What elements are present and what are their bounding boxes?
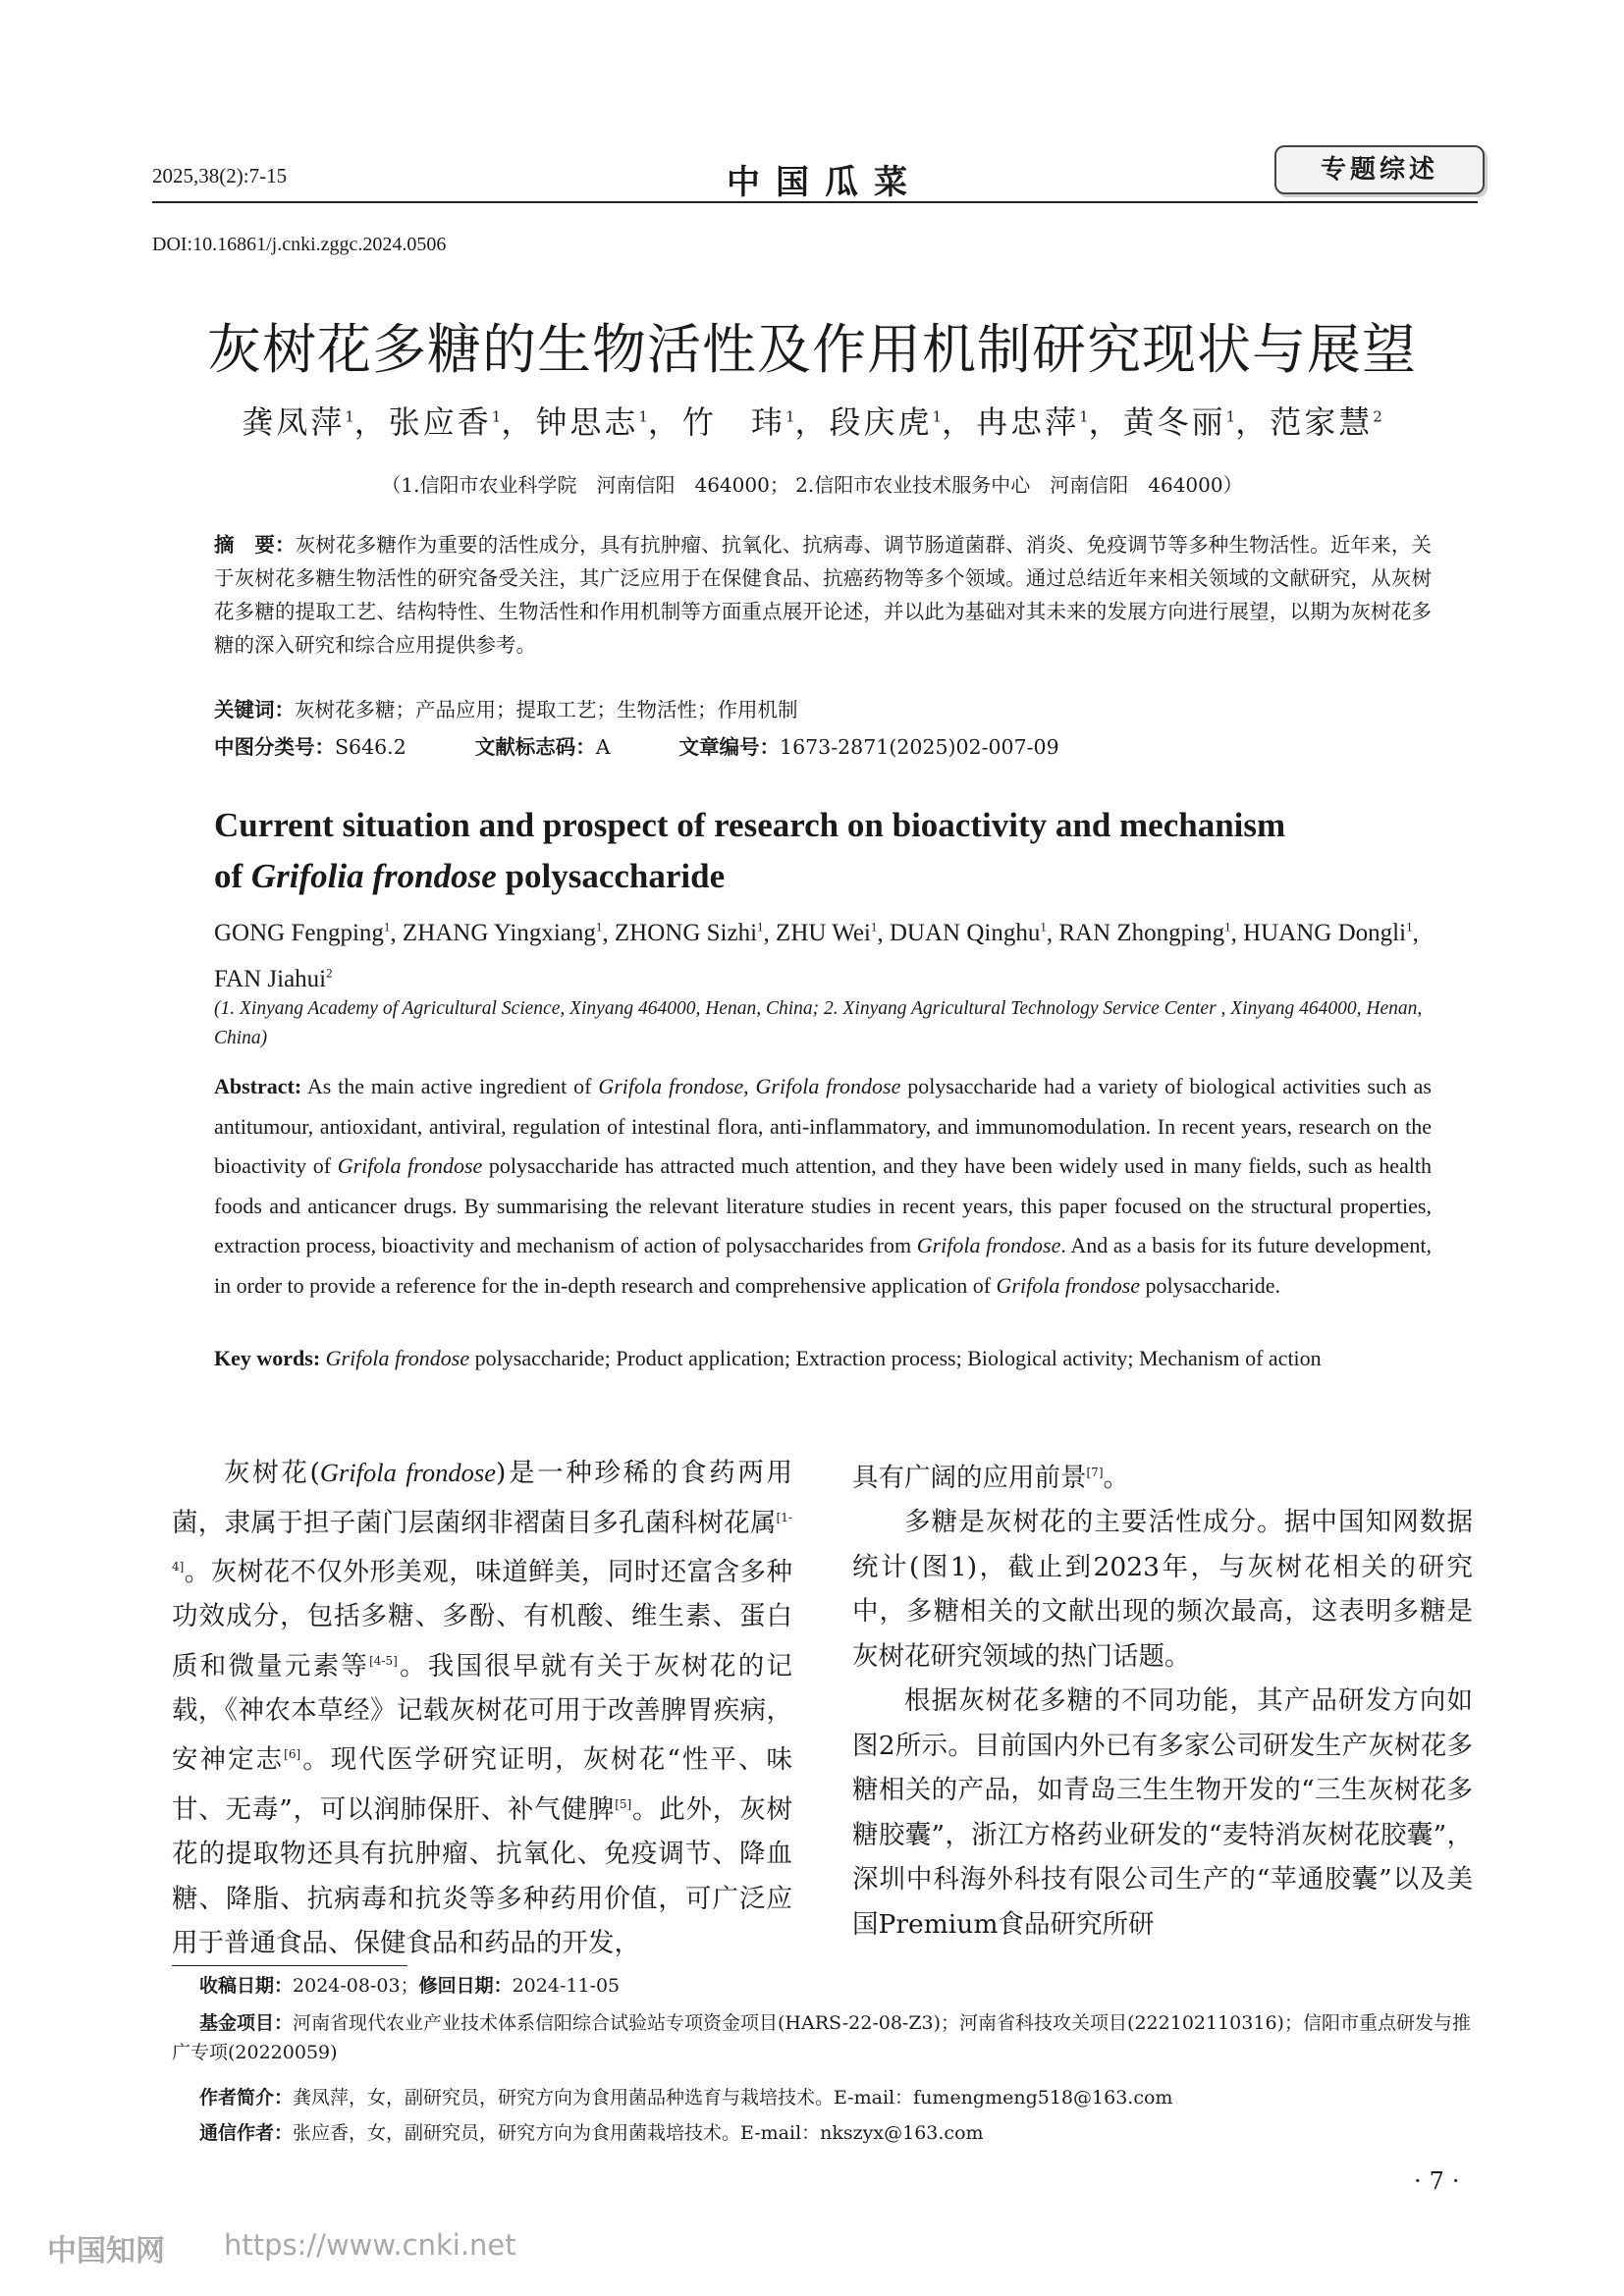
en-author: FAN Jiahui$^2$ xyxy=(214,965,333,992)
citation-ref[interactable]: [4-5] xyxy=(369,1653,398,1668)
cn-abstract-text: 灰树花多糖作为重要的活性成分，具有抗肿瘤、抗氧化、抗病毒、调节肠道菌群、消炎、免疫调节等多种生物活性。近年来，关于灰树花多糖生物活性的研究备受关注，其广泛应用于在保健食品、抗癌药物等多个领域。通过总结近年来相关领域的文献研究，从灰树花多糖的提取工艺、结构特性、生物活性和作用机制等方面重点展开论述，并以此为基础对其未来的发展方向进行展望，以期为灰树花多糖的深入研究和综合应用提供参考。 xyxy=(214,533,1433,657)
journal-name: 中国瓜菜 xyxy=(727,163,923,202)
en-abstract-label: Abstract: xyxy=(214,1074,302,1098)
en-author: RAN Zhongping$^1$ xyxy=(1058,920,1231,947)
body-paragraph: 灰树花(Grifola frondose)是一种珍稀的食药两用菌，隶属于担子菌门层菌纲非褶菌目多孔菌科树花属[1-4]。灰树花不仅外形美观，味道鲜美，同时还富含多种功效成分，包括多糖、多酚、有机酸、维生素、蛋白质和微量元素等[4-5]。我国很早就有关于灰树花的记载，《神农本草经》记载灰树花可用于改善脾胃疾病，安神定志[6]。现代医学研究证明，灰树花“性平、味甘、无毒”，可以润肺保肝、补气健脾[5]。此外，灰树花的提取物还具有抗肿瘤、抗氧化、免疫调节、降血糖、降脂、抗病毒和抗炎等多种药用价值，可广泛应用于普通食品、保健食品和药品的开发， xyxy=(172,1458,793,1959)
cnki-url[interactable]: https://www.cnki.net xyxy=(224,2228,516,2262)
cn-affiliations: （1.信阳市农业科学院 河南信阳 464000； 2.信阳市农业技术服务中心 河南信阳 464000） xyxy=(381,473,1243,497)
body-paragraph: 具有广阔的应用前景[7]。 xyxy=(852,1462,1129,1493)
citation: 2025,38(2):7-15 xyxy=(152,164,288,187)
cn-keywords-label: 关键词： xyxy=(214,698,295,721)
en-title-line1: Current situation and prospect of research on bioactivity and mechanism xyxy=(214,806,1286,844)
footnote-dates: 收稿日期：2024-08-03；修回日期：2024-11-05 xyxy=(199,1975,621,1997)
en-title xyxy=(214,800,1432,902)
cn-abstract-label: 摘 要： xyxy=(214,533,296,557)
clc-value: S646.2 xyxy=(335,735,406,759)
cn-classification xyxy=(214,730,1432,760)
footnote-corresponding: 通信作者：张应香，女，副研究员，研究方向为食用菌栽培技术。E-mail：nkszyx@163.com xyxy=(199,2122,984,2144)
footnote-author: 作者简介：龚凤萍，女，副研究员，研究方向为食用菌品种选育与栽培技术。E-mail：fumengmeng518@163.com xyxy=(199,2087,1173,2109)
en-title-line2: of Grifolia frondose polysaccharide xyxy=(214,857,726,895)
doc-code-value: A xyxy=(595,735,611,759)
citation-ref[interactable]: [6] xyxy=(284,1747,301,1762)
cn-author: 范家慧$^2$ xyxy=(1270,403,1382,441)
citation-ref[interactable]: [7] xyxy=(1086,1466,1104,1479)
en-author: HUANG Dongli$^1$ xyxy=(1243,920,1413,947)
footnote-fund: 基金项目：河南省现代农业产业技术体系信阳综合试验站专项资金项目(HARS-22-08-Z3)；河南省科技攻关项目(222102110316)；信阳市重点研发与推广专项(20220059) xyxy=(172,2012,1471,2063)
cn-author-list: 龚凤萍$^1$，张应香$^1$，钟思志$^1$，竹 玮$^1$，段庆虎$^1$，冉忠萍$^1$，黄冬丽$^1$，范家慧$^2$ xyxy=(242,403,1382,441)
en-author: ZHU Wei$^1$ xyxy=(776,920,878,947)
en-abstract: Abstract: As the main active ingredient of Grifola frondose, Grifola frondose polysaccharide had a variety of biological activities such as antitumour, antioxidant, antiviral, regulation of intestinal flora, anti-inflammatory, and immunomodulation. In recent years, research on the bioactivity of Grifola frondose polysaccharide has attracted much attention, and they have been widely used in many fields, such as health foods and anticancer drugs. By summarising the relevant literature studies in recent years, this paper focused on the structural properties, extraction process, bioactivity and mechanism of action of polysaccharides from Grifola frondose. And as a basis for its future development, in order to provide a reference for the in-depth research and comprehensive application of Grifola frondose polysaccharide. xyxy=(214,1074,1433,1298)
cn-author: 竹 玮$^1$ xyxy=(681,403,795,441)
body-paragraph: 多糖是灰树花的主要活性成分。据中国知网数据统计(图1)，截止到2023年，与灰树花相关的研究中，多糖相关的文献出现的频次最高，这表明多糖是灰树花研究领域的热门话题。 xyxy=(852,1507,1473,1672)
body-paragraph: 根据灰树花多糖的不同功能，其产品研发方向如图2所示。目前国内外已有多家公司研发生产灰树花多糖相关的产品，如青岛三生生物开发的“三生灰树花多糖胶囊”，浙江方格药业研发的“麦特消灰树花胶囊”，深圳中科海外科技有限公司生产的“苹通胶囊”以及美国Premium食品研究所研 xyxy=(852,1685,1473,1940)
cn-keywords xyxy=(214,693,1432,722)
en-author: ZHONG Sizhi$^1$ xyxy=(614,920,764,947)
section-badge: 专题综述 xyxy=(1274,145,1485,194)
en-keywords: Key words: Grifola frondose polysaccharide; Product application; Extraction process; Biological activity; Mechanism of action xyxy=(214,1346,1322,1370)
footnote-rule xyxy=(172,1965,407,1966)
cn-author: 龚凤萍$^1$ xyxy=(242,403,354,441)
cn-author: 冉忠萍$^1$ xyxy=(976,403,1089,441)
en-author-list: GONG Fengping$^1$, ZHANG Yingxiang$^1$, ZHONG Sizhi$^1$, ZHU Wei$^1$, DUAN Qinghu$^1$, RAN Zhongping$^1$, HUANG Dongli$^1$, FAN Jiahui$^2$ xyxy=(214,920,1419,992)
article-no-value: 1673-2871(2025)02-007-09 xyxy=(780,735,1059,759)
cn-author: 黄冬丽$^1$ xyxy=(1122,403,1236,441)
citation-ref[interactable]: [1-4] xyxy=(172,1510,792,1574)
clc-label: 中图分类号： xyxy=(214,735,335,759)
body-left-column xyxy=(172,1451,792,1966)
cn-author: 张应香$^1$ xyxy=(388,403,502,441)
cn-keywords-text: 灰树花多糖；产品应用；提取工艺；生物活性；作用机制 xyxy=(295,698,798,721)
en-author: ZHANG Yingxiang$^1$ xyxy=(402,920,603,947)
cn-author: 钟思志$^1$ xyxy=(535,403,648,441)
page-number: ·7· xyxy=(1414,2167,1468,2195)
cn-title: 灰树花多糖的生物活性及作用机制研究现状与展望 xyxy=(206,318,1417,381)
cn-author: 段庆虎$^1$ xyxy=(829,403,943,441)
header-rule xyxy=(152,201,1478,203)
en-author: DUAN Qinghu$^1$ xyxy=(889,920,1047,947)
doi: DOI:10.16861/j.cnki.zggc.2024.0506 xyxy=(152,234,447,255)
en-affiliations: (1. Xinyang Academy of Agricultural Science, Xinyang 464000, Henan, China; 2. Xinyang Agricultural Technology Service Center , Xinyang 464000, Henan, China) xyxy=(214,998,1423,1048)
en-keywords-label: Key words: xyxy=(214,1346,321,1370)
article-no-label: 文章编号： xyxy=(678,735,781,759)
doc-code-label: 文献标志码： xyxy=(474,735,596,759)
body-right-column xyxy=(852,1451,1473,1947)
en-author: GONG Fengping$^1$ xyxy=(214,920,391,947)
citation-ref[interactable]: [5] xyxy=(615,1796,632,1811)
cnki-logo: 中国知网 xyxy=(47,2234,165,2269)
cn-abstract xyxy=(214,528,1432,662)
